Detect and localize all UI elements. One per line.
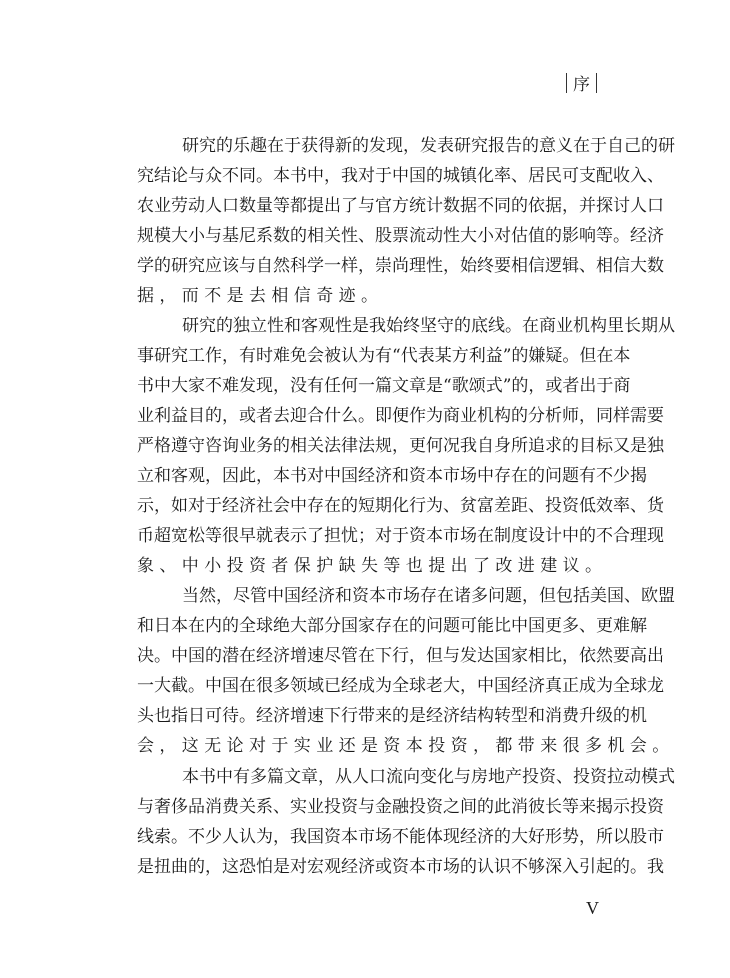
paragraph-line: 事研究工作，有时难免会被认为有“代表某方利益”的嫌疑。但在本 <box>137 346 631 366</box>
paragraph-line: 当然，尽管中国经济和资本市场存在诸多问题，但包括美国、欧盟 <box>182 586 675 606</box>
paragraph-line: 和日本在内的全球绝大部分国家存在的问题可能比中国更多、更难解 <box>137 616 647 636</box>
paragraph-line: 业利益目的，或者去迎合什么。即便作为商业机构的分析师，同样需要 <box>137 406 664 426</box>
paragraph-line: 会，这无论对于实业还是资本投资，都带来很多机会。 <box>137 736 675 756</box>
paragraph-line: 研究的独立性和客观性是我始终坚守的底线。在商业机构里长期从 <box>182 316 675 336</box>
paragraph-line: 象、中小投资者保护缺失等也提出了改进建议。 <box>137 556 608 576</box>
paragraph-line: 一大截。中国在很多领域已经成为全球老大，中国经济真正成为全球龙 <box>137 676 664 696</box>
paragraph-line: 规模大小与基尼系数的相关性、股票流动性大小对估值的影响等。经济 <box>137 226 664 246</box>
paragraph-line: 线索。不少人认为，我国资本市场不能体现经济的大好形势，所以股市 <box>137 827 664 847</box>
paragraph-line: 学的研究应该与自然科学一样，崇尚理性，始终要相信逻辑、相信大数 <box>137 256 664 276</box>
page-number: V <box>586 898 599 918</box>
paragraph-line: 币超宽松等很早就表示了担忧；对于资本市场在制度设计中的不合理现 <box>137 526 664 546</box>
running-header <box>566 70 597 95</box>
section-title: 序 <box>573 75 590 95</box>
paragraph-line: 是扭曲的，这恐怕是对宏观经济或资本市场的认识不够深入引起的。我 <box>137 857 664 877</box>
paragraph-line: 决。中国的潜在经济增速尽管在下行，但与发达国家相比，依然要高出 <box>137 646 664 666</box>
paragraph-line: 本书中有多篇文章，从人口流向变化与房地产投资、投资拉动模式 <box>182 767 675 787</box>
paragraph-line: 研究的乐趣在于获得新的发现，发表研究报告的意义在于自己的研 <box>182 136 675 156</box>
header-divider <box>596 73 597 93</box>
paragraph-line: 与奢侈品消费关系、实业投资与金融投资之间的此消彼长等来揭示投资 <box>137 797 664 817</box>
paragraph-line: 严格遵守咨询业务的相关法律法规，更何况我自身所追求的目标又是独 <box>137 436 664 456</box>
paragraph-line: 头也指日可待。经济增速下行带来的是经济结构转型和消费升级的机 <box>137 706 647 726</box>
paragraph-line: 据，而不是去相信奇迹。 <box>137 286 384 306</box>
paragraph-line: 立和客观，因此，本书对中国经济和资本市场中存在的问题有不少揭 <box>137 466 647 486</box>
paragraph-line: 农业劳动人口数量等都提出了与官方统计数据不同的依据，并探讨人口 <box>137 196 664 216</box>
paragraph-line: 示，如对于经济社会中存在的短期化行为、贫富差距、投资低效率、货 <box>137 496 664 516</box>
paragraph-line: 究结论与众不同。本书中，我对于中国的城镇化率、居民可支配收入、 <box>137 166 664 186</box>
header-divider <box>566 73 567 93</box>
paragraph-line: 书中大家不难发现，没有任何一篇文章是“歌颂式”的，或者出于商 <box>137 376 631 396</box>
